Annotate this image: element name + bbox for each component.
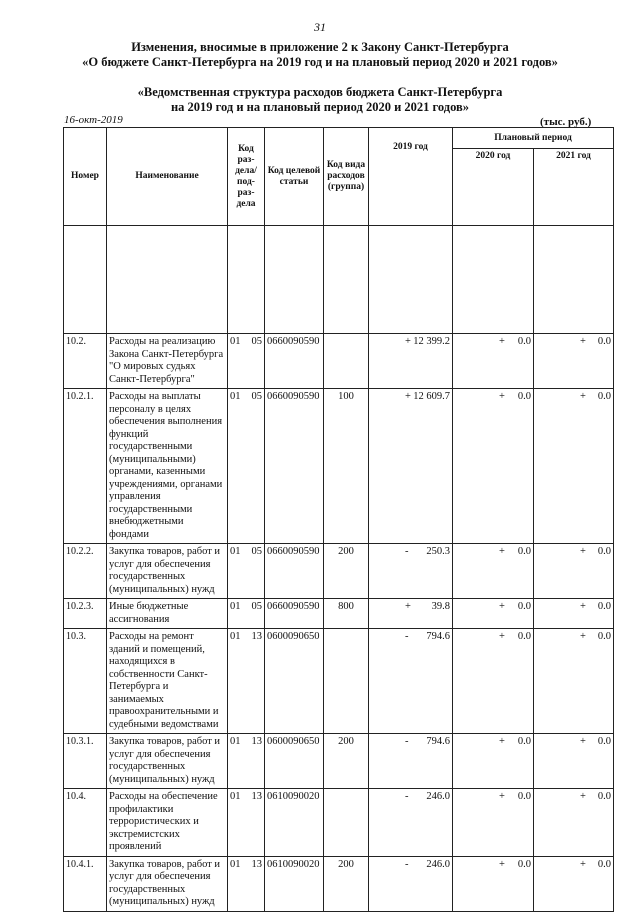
value-2021: 0.0 (597, 546, 611, 557)
appendix-title (0, 85, 640, 115)
row-vid: 800 (324, 599, 369, 629)
sign-2020: + (499, 336, 505, 347)
header-name: Наименование (107, 128, 228, 226)
row-number: 10.4.1. (64, 856, 107, 911)
row-celevoy: 0610090020 (265, 856, 324, 911)
sign-2019: - (405, 546, 409, 557)
row-2021 (534, 734, 614, 789)
row-2019 (369, 856, 453, 911)
row-2019 (369, 334, 453, 389)
row-2021 (534, 599, 614, 629)
row-2021 (534, 856, 614, 911)
row-celevoy: 0660090590 (265, 599, 324, 629)
sign-2019: - (405, 858, 409, 870)
value-2020: 0.0 (517, 391, 531, 402)
table-row (64, 734, 614, 789)
row-podrazdel-code: 13 (251, 631, 262, 642)
page-number: 31 (314, 20, 326, 34)
header-planned-period: Плановый период (453, 128, 614, 149)
title-line-3: «Ведомственная структура расходов бюджета Санкт-Петербурга (137, 85, 503, 99)
row-podrazdel-code: 05 (251, 336, 262, 347)
header-celevoy: Код целевой статьи (265, 128, 324, 226)
row-razdel-code: 01 (230, 736, 241, 747)
title-line-1: Изменения, вносимые в приложение 2 к Закону Санкт-Петербурга (131, 40, 509, 54)
sign-2021: + (580, 336, 586, 347)
value-2019: 794.6 (426, 736, 450, 747)
row-celevoy: 0660090590 (265, 334, 324, 389)
sign-2019: + (405, 336, 411, 347)
sign-2020: + (499, 546, 505, 557)
header-2021: 2021 год (534, 149, 614, 226)
row-razdel-code: 01 (230, 391, 241, 402)
title-line-2: «О бюджете Санкт-Петербурга на 2019 год и на плановый период 2020 и 2021 годов» (82, 55, 558, 69)
row-name: Закупка товаров, работ и услуг для обеспечения государственных (муниципальных) нужд (107, 544, 228, 599)
row-celevoy: 0610090020 (265, 789, 324, 857)
row-podrazdel-code: 13 (251, 791, 262, 802)
row-2019 (369, 389, 453, 544)
sign-2019: + (405, 601, 411, 612)
title-line-4: на 2019 год и на плановый период 2020 и 2021 годов» (170, 100, 470, 114)
row-name: Расходы на обеспечение профилактики террористических и экстремистских проявлений (107, 789, 228, 857)
table-row (64, 544, 614, 599)
row-celevoy: 0600090650 (265, 734, 324, 789)
row-razdel-code: 01 (230, 601, 241, 612)
row-2020 (453, 334, 534, 389)
row-razdel (228, 629, 265, 734)
value-2019: 250.3 (426, 546, 450, 557)
row-razdel (228, 789, 265, 857)
sign-2019: - (405, 631, 409, 642)
table-row (64, 334, 614, 389)
row-2020 (453, 629, 534, 734)
row-2021 (534, 334, 614, 389)
row-vid: 200 (324, 544, 369, 599)
sign-2021: + (580, 546, 586, 557)
value-2020: 0.0 (517, 601, 531, 612)
row-name: Закупка товаров, работ и услуг для обеспечения государственных (муниципальных) нужд (107, 734, 228, 789)
row-podrazdel-code: 05 (251, 546, 262, 557)
row-razdel (228, 544, 265, 599)
row-2020 (453, 789, 534, 857)
row-2020 (453, 856, 534, 911)
row-celevoy: 0660090590 (265, 544, 324, 599)
row-2021 (534, 629, 614, 734)
value-2019: 246.0 (426, 791, 450, 802)
value-2020: 0.0 (517, 546, 531, 557)
sign-2020: + (499, 631, 505, 642)
document-date: 16-окт-2019 (64, 114, 123, 126)
row-2021 (534, 389, 614, 544)
row-celevoy: 0600090650 (265, 629, 324, 734)
sign-2020: + (499, 736, 505, 747)
header-2020: 2020 год (453, 149, 534, 226)
row-razdel-code: 01 (230, 631, 241, 642)
sign-2020: + (499, 858, 505, 870)
row-name: Закупка товаров, работ и услуг для обеспечения государственных (муниципальных) нужд (107, 856, 228, 911)
sign-2021: + (580, 736, 586, 747)
row-razdel-code: 01 (230, 546, 241, 557)
value-2021: 0.0 (597, 858, 611, 870)
sign-2019: + (405, 391, 411, 402)
value-2021: 0.0 (597, 791, 611, 802)
row-2021 (534, 544, 614, 599)
row-vid (324, 789, 369, 857)
value-2019: 12 399.2 (413, 336, 450, 347)
row-2020 (453, 599, 534, 629)
row-2021 (534, 789, 614, 857)
row-razdel-code: 01 (230, 791, 241, 802)
row-razdel (228, 856, 265, 911)
row-podrazdel-code: 05 (251, 601, 262, 612)
header-2019: 2019 год (369, 128, 453, 226)
row-number: 10.3.1. (64, 734, 107, 789)
row-vid: 200 (324, 856, 369, 911)
row-2020 (453, 734, 534, 789)
header-number: Номер (64, 128, 107, 226)
row-vid: 200 (324, 734, 369, 789)
row-razdel-code: 01 (230, 336, 241, 347)
value-2021: 0.0 (597, 601, 611, 612)
document-title (0, 40, 640, 70)
header-vid: Код вида расходов (группа) (324, 128, 369, 226)
row-razdel (228, 734, 265, 789)
row-vid: 100 (324, 389, 369, 544)
row-2020 (453, 544, 534, 599)
value-2019: 39.8 (431, 601, 450, 612)
table-row (64, 389, 614, 544)
row-number: 10.2. (64, 334, 107, 389)
budget-table (63, 127, 614, 912)
sign-2019: - (405, 791, 409, 802)
row-name: Расходы на реализацию Закона Санкт-Петербурга "О мировых судьях Санкт-Петербурга" (107, 334, 228, 389)
value-2019: 12 609.7 (413, 391, 450, 402)
row-razdel (228, 334, 265, 389)
table-row (64, 629, 614, 734)
value-2019: 246.0 (426, 858, 450, 870)
row-razdel-code: 01 (230, 858, 241, 870)
table-row (64, 856, 614, 911)
value-2021: 0.0 (597, 736, 611, 747)
value-2020: 0.0 (517, 736, 531, 747)
sign-2020: + (499, 791, 505, 802)
table-row (64, 599, 614, 629)
row-razdel (228, 599, 265, 629)
row-2019 (369, 629, 453, 734)
row-name: Иные бюджетные ассигнования (107, 599, 228, 629)
row-2019 (369, 789, 453, 857)
sign-2021: + (580, 791, 586, 802)
row-number: 10.3. (64, 629, 107, 734)
sign-2021: + (580, 631, 586, 642)
header-spacer-row (64, 226, 614, 334)
row-vid (324, 334, 369, 389)
row-2019 (369, 544, 453, 599)
header-razdel: Код раз- дела/ под- раз- дела (228, 128, 265, 226)
sign-2021: + (580, 391, 586, 402)
table-row (64, 789, 614, 857)
row-2019 (369, 734, 453, 789)
row-name: Расходы на ремонт зданий и помещений, находящихся в собственности Санкт-Петербурга и занимаемых правоохранительными и судебными ведомствами (107, 629, 228, 734)
sign-2020: + (499, 601, 505, 612)
value-2021: 0.0 (597, 391, 611, 402)
value-2020: 0.0 (517, 336, 531, 347)
row-celevoy: 0660090590 (265, 389, 324, 544)
value-2019: 794.6 (426, 631, 450, 642)
sign-2021: + (580, 601, 586, 612)
row-podrazdel-code: 05 (251, 391, 262, 402)
row-razdel (228, 389, 265, 544)
sign-2021: + (580, 858, 586, 870)
row-podrazdel-code: 13 (251, 858, 262, 870)
value-2021: 0.0 (597, 631, 611, 642)
sign-2019: - (405, 736, 409, 747)
sign-2020: + (499, 391, 505, 402)
row-number: 10.4. (64, 789, 107, 857)
value-2020: 0.0 (517, 631, 531, 642)
row-number: 10.2.2. (64, 544, 107, 599)
row-2020 (453, 389, 534, 544)
row-number: 10.2.1. (64, 389, 107, 544)
value-2021: 0.0 (597, 336, 611, 347)
row-vid (324, 629, 369, 734)
row-name: Расходы на выплаты персоналу в целях обеспечения выполнения функций государственными (муниципальными) органами, казенными учреждениями, органами управления государственными внебюджетными фондами (107, 389, 228, 544)
row-2019 (369, 599, 453, 629)
row-number: 10.2.3. (64, 599, 107, 629)
value-2020: 0.0 (517, 858, 531, 870)
row-podrazdel-code: 13 (251, 736, 262, 747)
value-2020: 0.0 (517, 791, 531, 802)
units-label: (тыс. руб.) (540, 116, 592, 128)
